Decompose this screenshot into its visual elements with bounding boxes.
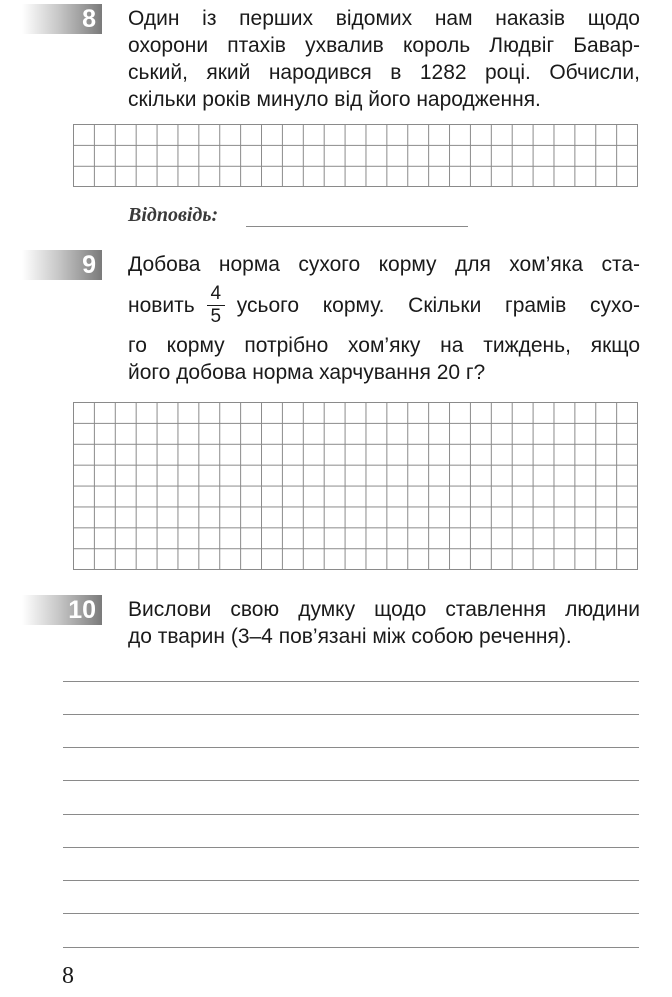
task-9-line: го корму потрібно хом’яку на тиждень, якщо: [128, 334, 640, 357]
answer-line[interactable]: [246, 226, 468, 227]
writing-line[interactable]: [63, 880, 639, 881]
writing-line[interactable]: [63, 947, 639, 948]
fraction-denominator: 5: [210, 305, 222, 327]
fraction-numerator: 4: [210, 282, 222, 304]
task-8-line: ський, який народився в 1282 році. Обчисли,: [128, 61, 640, 84]
writing-line[interactable]: [63, 814, 639, 815]
task-9-text: [128, 251, 640, 386]
task-8-line: охорони птахів ухвалив король Людвіг Бавар-: [128, 34, 640, 57]
writing-line[interactable]: [63, 913, 639, 914]
task-9-grid[interactable]: [73, 402, 638, 570]
task-10-text: [128, 596, 640, 650]
writing-line[interactable]: [63, 747, 639, 748]
task-8-line: скільки років минуло від його народження.: [128, 88, 541, 111]
task-8-text: [128, 5, 640, 113]
task-number: 10: [68, 596, 96, 624]
task-9-fraction-line: [128, 278, 640, 332]
writing-line[interactable]: [63, 780, 639, 781]
page-number: 8: [62, 963, 74, 989]
writing-line[interactable]: [63, 681, 639, 682]
task-10-line: Вислови свою думку щодо ставлення людини: [128, 598, 640, 621]
task-8-line: Один із перших відомих нам наказів щодо: [128, 7, 640, 30]
task-number: 8: [82, 5, 96, 33]
task-number-badge-10: [22, 595, 102, 625]
task-9-line-segment: новить: [128, 293, 195, 317]
answer-label: Відповідь:: [128, 204, 219, 226]
task-8-grid[interactable]: [73, 124, 638, 187]
task-number-badge-9: [22, 250, 102, 280]
task-9-line: його добова норма харчування 20 г?: [128, 361, 486, 384]
task-number: 9: [82, 251, 96, 279]
task-9-line-segment: усього корму. Скільки грамів сухо-: [236, 293, 640, 317]
fraction: [207, 283, 225, 328]
writing-line[interactable]: [63, 714, 639, 715]
task-number-badge-8: [22, 4, 102, 34]
writing-line[interactable]: [63, 847, 639, 848]
task-9-line: Добова норма сухого корму для хом’яка ста-: [128, 253, 640, 276]
task-10-line: до тварин (3–4 пов’язані між собою речення).: [128, 625, 572, 648]
